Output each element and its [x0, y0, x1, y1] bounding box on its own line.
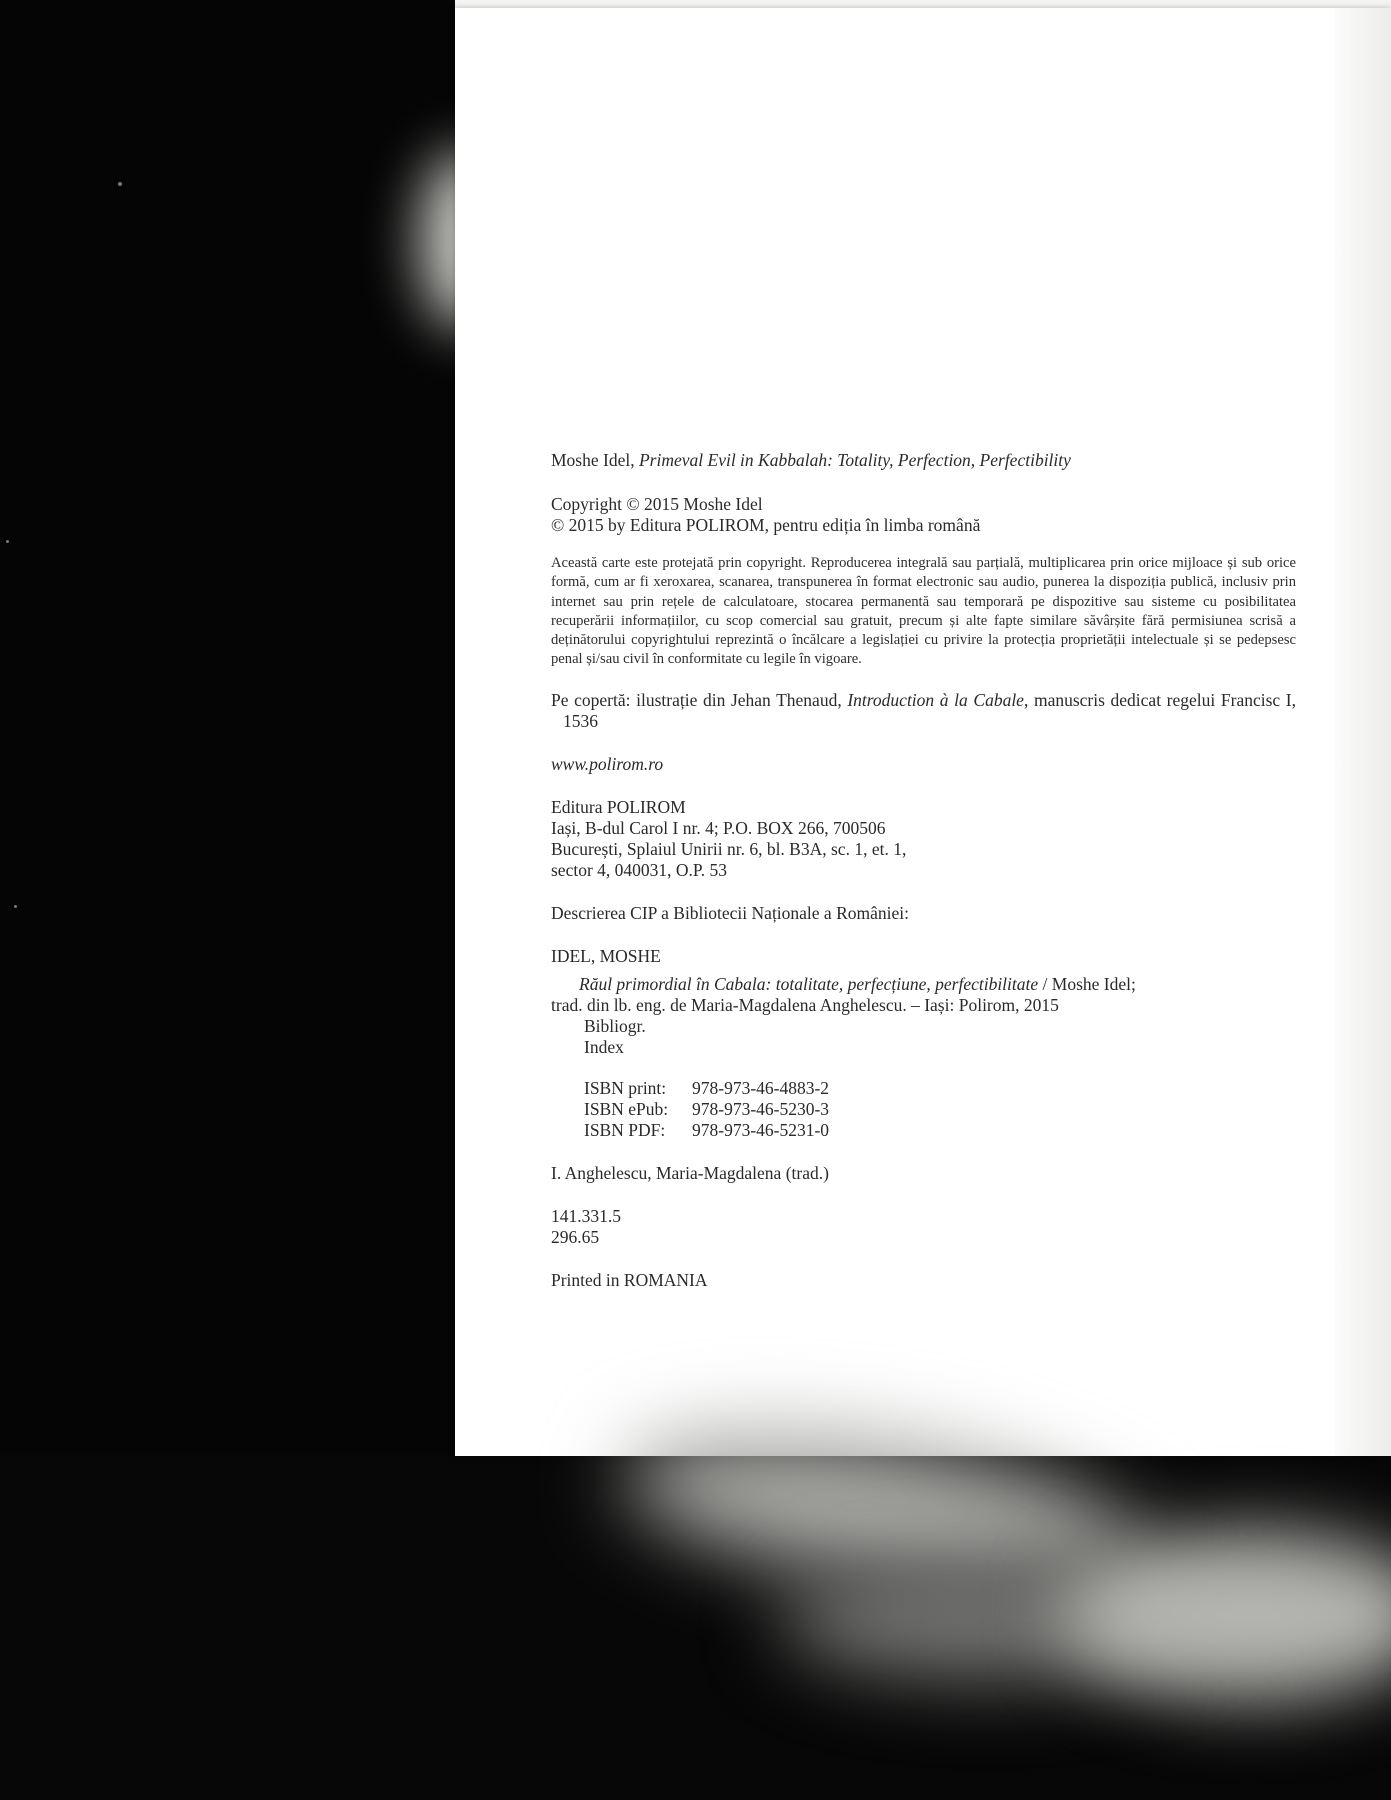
- cip-index: Index: [584, 1036, 624, 1057]
- isbn-value: 978-973-46-4883-2: [692, 1077, 830, 1098]
- classification-codes: [551, 1206, 1296, 1248]
- cover-credit-work: Introduction à la Cabale: [847, 689, 1024, 710]
- scan-speck: [6, 540, 9, 543]
- cip-translation: trad. din lb. eng. de Maria-Magdalena Anghelescu. – Iași: Polirom, 2015: [551, 994, 1059, 1015]
- isbn-value: 978-973-46-5230-3: [692, 1098, 830, 1119]
- scan-speck: [118, 182, 122, 186]
- original-author: Moshe Idel,: [551, 450, 639, 470]
- isbn-list: [551, 1078, 1296, 1141]
- original-edition-line: [551, 450, 1296, 471]
- isbn-row: [584, 1099, 1296, 1120]
- cip-heading: Descrierea CIP a Bibliotecii Naționale a României:: [551, 902, 909, 923]
- publisher-address-1: Iași, B-dul Carol I nr. 4; P.O. BOX 266, 700506: [551, 817, 886, 838]
- page-edge-shadow: [1335, 8, 1391, 1456]
- cip-title-line: [551, 974, 1296, 995]
- cover-credit: [551, 690, 1296, 732]
- publisher-website: www.polirom.ro: [551, 753, 664, 774]
- isbn-row: [584, 1078, 1296, 1099]
- publisher-address-2: București, Splaiul Unirii nr. 6, bl. B3A, sc. 1, et. 1,: [551, 838, 907, 859]
- cip-title-rest: / Moshe Idel;: [1038, 973, 1136, 994]
- legal-notice: Această carte este protejată prin copyright. Reproducerea integrală sau parțială, multiplicarea prin orice mijloace și sub orice formă, cum ar fi xeroxarea, scanarea, transpunerea în format electronic sau audio, punerea la dispoziția publică, inclusiv prin internet sau prin rețele de calculatoare, stocarea permanentă sau temporară pe dispozitive sau sisteme cu posibilitatea recuperării informațiilor, cu scop comercial sau gratuit, precum și alte fapte similare săvârșite fără permisiunea scrisă a deținătorului copyrightului reprezintă o încălcare a legislației cu privire la protecția proprietății intelectuale și se pedepsesc penal și/sau civil în conformitate cu legile în vigoare.: [551, 555, 1296, 668]
- publisher-address-3: sector 4, 040031, O.P. 53: [551, 859, 727, 880]
- colophon-text: [551, 450, 1296, 1291]
- class-code-2: 296.65: [551, 1226, 600, 1247]
- class-code-1: 141.331.5: [551, 1205, 621, 1226]
- isbn-label: ISBN print:: [584, 1077, 667, 1098]
- copyright-line-2: © 2015 by Editura POLIROM, pentru ediția în limba română: [551, 515, 981, 535]
- cip-title: Răul primordial în Cabala: totalitate, perfecțiune, perfectibilitate: [579, 973, 1039, 994]
- scan-speck: [14, 905, 17, 908]
- cover-credit-prefix: Pe copertă: ilustrație din Jehan Thenaud,: [551, 689, 848, 710]
- cip-bibliography: Bibliogr.: [584, 1015, 646, 1036]
- cover-credit-suffix: , manuscris dedicat regelui Francisc I, 1536: [563, 689, 1296, 731]
- copyright-line-1: Copyright © 2015 Moshe Idel: [551, 494, 763, 514]
- original-title: Primeval Evil in Kabbalah: Totality, Perfection, Perfectibility: [638, 450, 1071, 470]
- isbn-row: [584, 1120, 1296, 1141]
- cip-author-heading: IDEL, MOSHE: [551, 945, 661, 966]
- publisher-address-block: [551, 797, 1296, 881]
- isbn-label: ISBN ePub:: [584, 1098, 669, 1119]
- isbn-value: 978-973-46-5231-0: [692, 1119, 830, 1140]
- cip-translator-entry: I. Anghelescu, Maria-Magdalena (trad.): [551, 1162, 829, 1183]
- isbn-label: ISBN PDF:: [584, 1119, 666, 1140]
- publisher-name: Editura POLIROM: [551, 796, 686, 817]
- printed-in: Printed in ROMANIA: [551, 1269, 708, 1290]
- copyright-block: [551, 494, 1296, 536]
